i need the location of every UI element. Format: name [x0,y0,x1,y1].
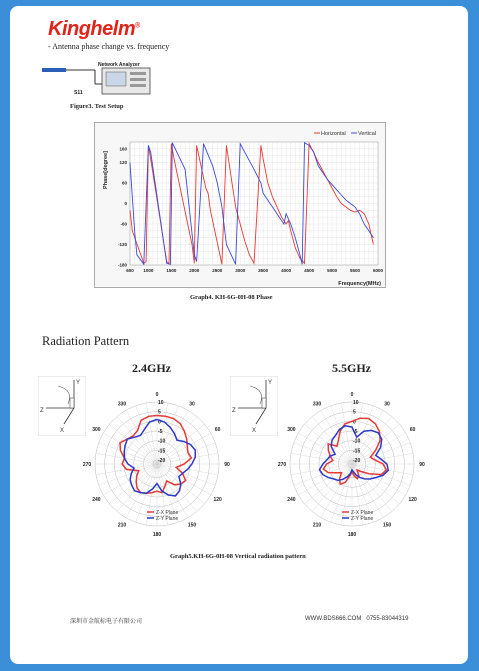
x-tick-11: 6000 [372,268,384,273]
polar_left-angle-90: 90 [224,462,230,468]
x-tick-9: 5000 [327,268,338,273]
svg-text:Y: Y [268,380,273,386]
y-tick-5: -120 [117,242,127,247]
polar_right-angle-210: 210 [312,522,322,529]
polar_right-angle-270: 270 [277,462,287,468]
polar_left-angle-30: 30 [189,401,195,408]
svg-text:Z: Z [232,408,236,414]
polar_left-angle-330: 330 [117,401,127,408]
y-tick-6: -180 [117,262,127,268]
polar_left-angle-60: 60 [214,427,221,433]
x-tick-7: 4000 [281,268,292,273]
polar_left-angle-150: 150 [187,522,197,529]
footer-phone: 0755-83044319 [366,616,409,622]
y-tick-4: -60 [120,221,127,227]
x-tick-5: 3000 [235,268,246,273]
section-title-radiation: Radiation Pattern [42,334,130,348]
polar_right-angle-330: 330 [312,401,322,408]
svg-text:X: X [252,428,257,434]
polar_right-radial-2: 0 [353,419,356,426]
polar_left-legend-zy: Z-Y Plane [156,516,179,522]
polar_left-angle-120: 120 [213,497,222,503]
y-tick-2: 60 [121,180,127,186]
polar_left-legend-zx: Z-X Plane [156,510,179,516]
footer-company: 深圳市金航标电子有限公司 [70,619,143,625]
polar_left-angle-180: 180 [152,532,162,538]
polar_left-radial-1: 5 [158,409,161,416]
polar_right-radial-4: -10 [353,438,361,445]
polar-left-title: 2.4GHz [132,361,171,375]
polar_right-angle-90: 90 [419,462,425,468]
phase-caption: Graph4. KH-6G-0H-08 Phase [190,294,273,301]
polar_left-radial-2: 0 [158,419,161,426]
footer-website [305,616,408,622]
polar_left-radial-0: 10 [158,400,164,406]
x-tick-2: 1500 [166,268,177,273]
polar_right-angle-120: 120 [408,497,417,503]
polar_right-angle-0: 0 [350,392,354,398]
x-tick-8: 4500 [304,268,315,273]
polar_left-radial-6: -20 [158,458,166,464]
section-title-phase: - Antenna phase change vs. frequency [48,42,170,51]
setup-caption: Figure3. Test Setup [70,103,124,110]
phase-x-axis-label: Frequency(MHz) [338,281,381,287]
legend-vertical: Vertical [358,131,377,137]
antenna-icon [42,68,66,72]
polar_left-angle-300: 300 [92,427,101,433]
x-tick-6: 3500 [258,268,269,273]
polar-chart-left [75,382,240,547]
polar_right-radial-3: -5 [353,429,358,435]
x-tick-4: 2500 [212,268,223,273]
legend-horizontal: Horizontal [321,131,346,137]
polar_right-radial-5: -15 [353,448,361,455]
y-tick-0: 160 [119,146,127,152]
polar_left-radial-3: -5 [158,429,163,435]
phase-legend [314,131,376,137]
polar_right-angle-180: 180 [347,532,357,538]
kinghelm-logo: Kinghelm® [48,18,140,40]
port-label: S11 [74,90,83,96]
polar_right-angle-30: 30 [384,401,390,408]
x-tick-10: 5500 [350,268,361,273]
polar_right-radial-1: 5 [353,409,356,416]
polar_right-angle-60: 60 [409,427,416,433]
x-tick-1: 1000 [143,268,154,273]
polar_left-angle-210: 210 [117,522,127,529]
polar_right-legend-zx: Z-X Plane [351,510,374,516]
svg-text:X: X [60,428,65,434]
polar_right-angle-240: 240 [287,497,296,503]
analyzer-label: Network Analyzer [98,62,140,68]
phase-y-axis-label: Phase[degree] [103,151,109,189]
polar_left-angle-270: 270 [82,462,92,468]
polar_left-radial-4: -10 [158,438,166,445]
phase-chart [94,122,386,288]
y-tick-1: 120 [119,160,127,165]
polar_right-radial-0: 10 [353,400,359,406]
polar_left-radial-5: -15 [158,448,166,455]
polar_right-legend-zy: Z-Y Plane [351,516,374,522]
polar-caption: Graph5.KH-6G-0H-08 Vertical radiation pattern [170,553,306,560]
y-tick-3: 0 [124,201,127,206]
document-page [10,6,468,664]
x-tick-0: 600 [126,268,134,273]
polar_right-radial-6: -20 [353,458,361,464]
polar_right-angle-150: 150 [382,522,392,529]
polar_left-angle-0: 0 [155,392,159,398]
svg-text:Y: Y [76,380,81,386]
polar-right-title: 5.5GHz [332,361,371,375]
test-setup-figure [40,56,160,100]
footer-url[interactable]: WWW.BDS666.COM [305,616,362,622]
svg-text:Z: Z [40,408,44,414]
polar-chart-right [270,382,435,547]
polar_left-angle-240: 240 [92,497,101,503]
x-tick-3: 2000 [189,268,200,273]
polar_right-angle-300: 300 [287,427,296,433]
